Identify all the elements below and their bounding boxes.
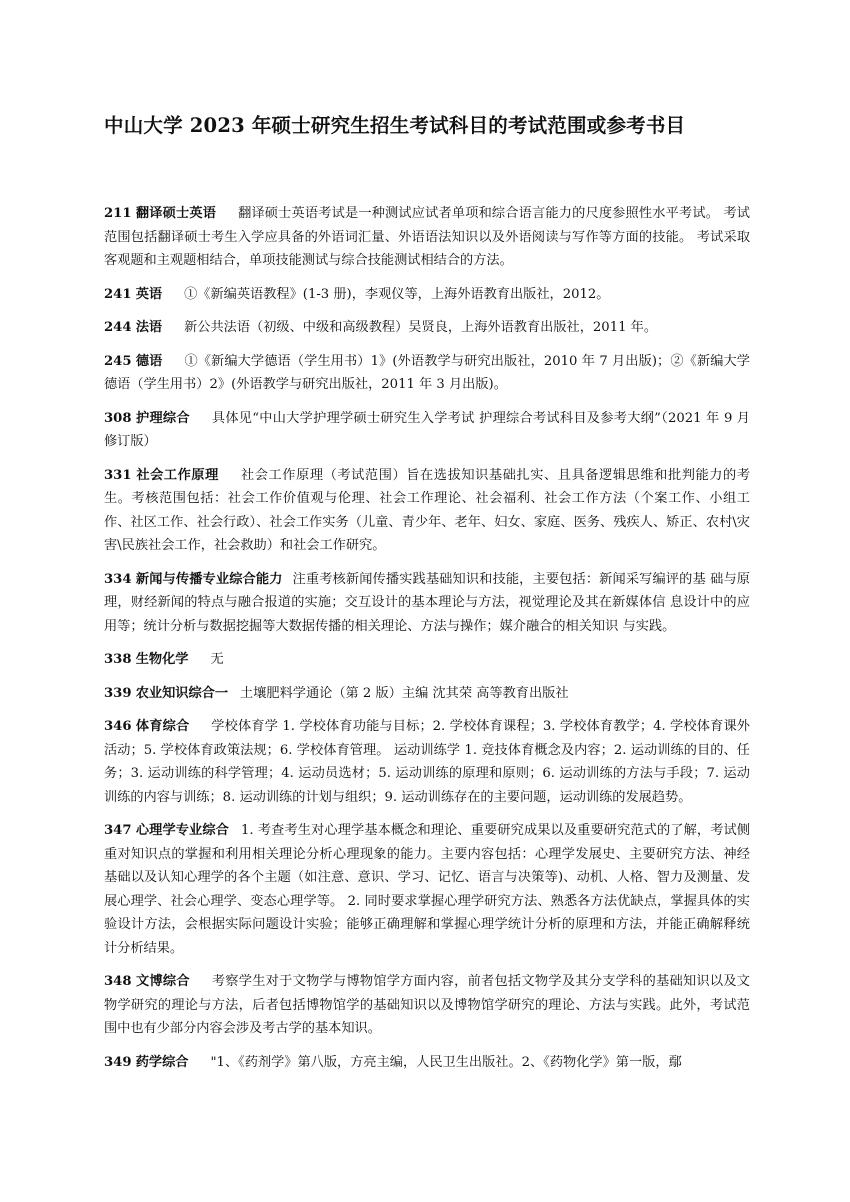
- subject-entry-349: [104, 1051, 750, 1075]
- subject-list: [104, 202, 750, 1084]
- subject-code: 308: [104, 410, 132, 426]
- subject-code: 331: [104, 467, 132, 483]
- subject-name: 护理综合: [136, 410, 190, 426]
- subject-code: 245: [104, 353, 132, 369]
- subject-name: 生物化学: [135, 652, 189, 667]
- subject-name: 德语: [135, 353, 163, 369]
- subject-code: 334: [104, 571, 132, 587]
- subject-entry-334: [104, 568, 750, 639]
- subject-code: 349: [104, 1054, 132, 1070]
- subject-entry-244: [104, 316, 750, 340]
- subject-description: 社会工作原理（考试范围）旨在选拔知识基础扎实、且具备逻辑思维和批判能力的考生。考核范围包括：社会工作价值观与伦理、社会工作理论、社会福利、社会工作方法（个案工作、小组工作、社区工作、社会行政）、社会工作实务（儿童、青少年、老年、妇女、家庭、医务、残疾人、矫正、农村\灾害\民族社会工作，社会救助）和社会工作研究。: [104, 467, 751, 553]
- subject-code: 338: [104, 652, 132, 667]
- subject-entry-346: [104, 715, 750, 809]
- subject-description: 土壤肥料学通论（第 2 版）主编 沈其荣 高等教育出版社: [240, 685, 569, 701]
- subject-name: 心理学专业综合: [135, 823, 229, 838]
- subject-entry-348: [104, 970, 750, 1041]
- subject-name: 法语: [135, 320, 163, 335]
- subject-name: 文博综合: [136, 974, 190, 989]
- subject-description: 翻译硕士英语考试是一种测试应试者单项和综合语言能力的尺度参照性水平考试。 考试范围包括翻译硕士考生入学应具备的外语词汇量、外语语法知识以及外语阅读与写作等方面的技能。 考试采取客观题和主观题相结合，单项技能测试与综合技能测试相结合的方法。: [104, 206, 750, 268]
- subject-entry-338: [104, 648, 750, 672]
- subject-name: 社会工作原理: [136, 467, 219, 483]
- subject-code: 339: [104, 685, 132, 701]
- subject-entry-308: [104, 407, 750, 454]
- subject-description: 无: [210, 652, 224, 667]
- subject-code: 241: [104, 286, 132, 302]
- subject-code: 211: [104, 206, 132, 221]
- page-title: 中山大学 2023 年硕士研究生招生考试科目的考试范围或参考书目: [104, 114, 686, 137]
- subject-entry-241: [104, 283, 750, 307]
- subject-entry-339: [104, 682, 750, 706]
- subject-name: 药学综合: [135, 1054, 189, 1070]
- subject-code: 347: [104, 823, 132, 838]
- subject-entry-211: [104, 202, 750, 273]
- subject-description: 具体见“中山大学护理学硕士研究生入学考试 护理综合考试科目及参考大纲”（2021 年 9 月修订版）: [104, 410, 750, 449]
- subject-description: 新公共法语（初级、中级和高级教程）吴贤良，上海外语教育出版社，2011 年。: [184, 320, 658, 335]
- subject-description: 学校体育学 1. 学校体育功能与目标；2. 学校体育课程；3. 学校体育教学；4. 学校体育课外活动；5. 学校体育政策法规；6. 学校体育管理。 运动训练学 1. 竞技体育概念及内容；2. 运动训练的目的、任务；3. 运动训练的科学管理；4. 运动员选材；5. 运动训练的原理和原则；6. 运动训练的方法与手段；7. 运动训练的内容与训练；8. 运动训练的计划与组织；9. 运动训练存在的主要问题，运动训练的发展趋势。: [104, 719, 750, 805]
- subject-description: ①《新编大学德语（学生用书）1》(外语教学与研究出版社，2010 年 7 月出版)；②《新编大学德语（学生用书）2》(外语教学与研究出版社，2011 年 3 月出版)。: [104, 353, 750, 392]
- subject-code: 346: [104, 719, 132, 734]
- subject-code: 348: [104, 974, 132, 989]
- subject-name: 农业知识综合一: [135, 685, 229, 701]
- subject-description: 注重考核新闻传播实践基础知识和技能，主要包括：新闻采写编评的基 础与原理，财经新闻的特点与融合报道的实施；交互设计的基本理论与方法，视觉理论及其在新媒体信 息设计中的应用等；统计分析与数据挖掘等大数据传播的相关理论、方法与操作；媒介融合的相关知识 与实践。: [104, 571, 750, 634]
- subject-name: 翻译硕士英语: [135, 206, 217, 221]
- subject-name: 新闻与传播专业综合能力: [135, 571, 283, 587]
- subject-entry-331: [104, 464, 750, 558]
- subject-name: 英语: [135, 286, 163, 302]
- subject-description: ①《新编英语教程》(1-3 册)，李观仪等，上海外语教育出版社，2012。: [184, 286, 610, 302]
- subject-entry-245: [104, 350, 750, 397]
- subject-description: "1、《药剂学》第八版，方亮主编，人民卫生出版社。2、《药物化学》第一版，鄢: [210, 1054, 682, 1070]
- subject-name: 体育综合: [135, 719, 190, 734]
- subject-code: 244: [104, 320, 132, 335]
- subject-entry-347: [104, 819, 750, 960]
- subject-description: 考察学生对于文物学与博物馆学方面内容，前者包括文物学及其分支学科的基础知识以及文物学研究的理论与方法，后者包括博物馆学的基础知识以及博物馆学研究的理论、方法与实践。此外，考试范围中也有少部分内容会涉及考古学的基本知识。: [104, 974, 750, 1036]
- subject-description: 1. 考查考生对心理学基本概念和理论、重要研究成果以及重要研究范式的了解，考试侧重对知识点的掌握和利用相关理论分析心理现象的能力。主要内容包括：心理学发展史、主要研究方法、神经基础以及认知心理学的各个主题（如注意、意识、学习、记忆、语言与决策等)、动机、人格、智力及测量、发展心理学、社会心理学、变态心理学等。 2. 同时要求掌握心理学研究方法、熟悉各方法优缺点，掌握具体的实验设计方法，会根据实际问题设计实验；能够正确理解和掌握心理学统计分析的原理和方法，并能正确解释统计分析结果。: [104, 823, 750, 956]
